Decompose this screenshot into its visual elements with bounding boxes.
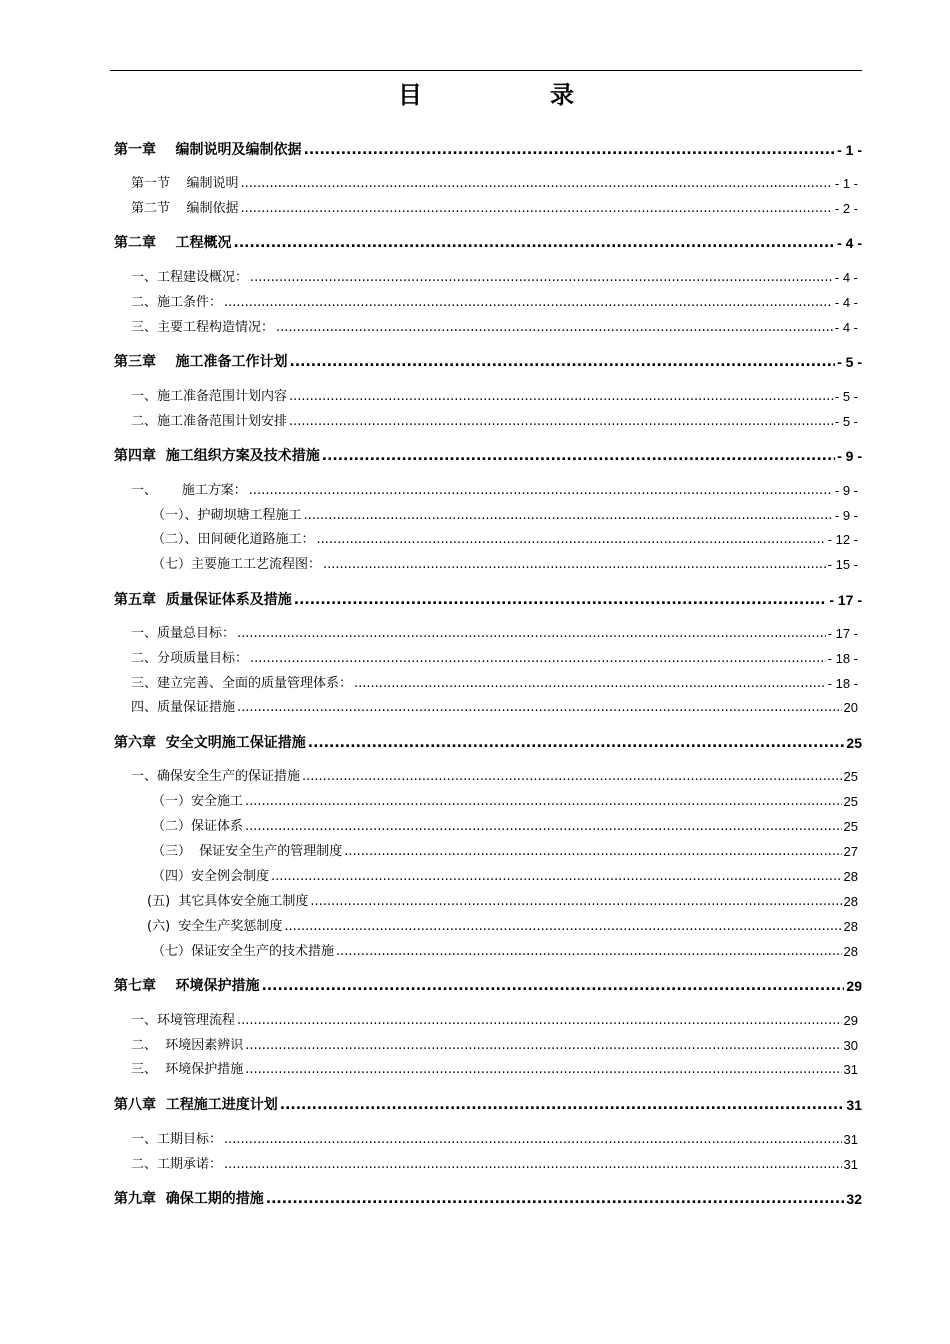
dot-leader [354,677,826,691]
toc-chapter-entry[interactable] [114,140,862,160]
dot-leader [344,845,841,859]
dot-leader [304,509,833,523]
dot-leader [284,920,841,934]
dot-leader [245,820,842,834]
toc-entry-page-number: - 17 - [829,592,862,608]
toc-section-entry[interactable] [152,530,858,550]
toc-entry-label: （七）保证安全生产的技术措施 [152,944,335,959]
dot-leader [271,870,842,884]
dot-leader [280,1098,845,1112]
toc-section-entry[interactable] [131,481,858,501]
dot-leader [302,770,842,784]
dot-leader [224,296,833,310]
toc-entry-label: 三、建立完善、全面的质量管理体系： [131,676,353,691]
toc-section-entry[interactable] [131,649,858,669]
toc-section-entry[interactable] [131,1011,858,1031]
toc-section-entry[interactable] [131,698,858,718]
dot-leader [237,701,842,715]
dot-leader [245,795,842,809]
dot-leader [266,1192,845,1206]
toc-section-entry[interactable] [152,792,858,812]
dot-leader [289,390,833,404]
dot-leader [237,1014,842,1028]
toc-entry-label: 第三章 施工准备工作计划 [114,354,288,370]
dot-leader [304,143,836,157]
toc-section-entry[interactable] [131,1130,858,1150]
toc-entry-page-number: - 17 - [827,626,858,641]
toc-entry-page-number: 31 [843,1062,858,1077]
toc-entry-page-number: - 9 - [834,508,858,523]
toc-entry-page-number: - 5 - [834,389,858,404]
toc-section-entry[interactable] [147,917,858,937]
toc-section-entry[interactable] [131,1060,858,1080]
toc-entry-label: 一、工期目标： [131,1132,223,1147]
toc-entry-page-number: 25 [843,769,858,784]
toc-entry-page-number: - 12 - [827,532,858,547]
toc-section-entry[interactable] [131,174,858,194]
toc-entry-label: （二）保证体系 [152,819,244,834]
dot-leader [308,736,845,750]
dot-leader [289,415,833,429]
toc-entry-page-number: - 9 - [837,448,862,464]
dot-leader [290,355,836,369]
toc-entry-label: 一、确保安全生产的保证措施 [131,769,301,784]
toc-entry-page-number: 30 [843,1038,858,1053]
toc-entry-label: （一）安全施工 [152,794,244,809]
dot-leader [276,321,833,335]
toc-section-entry[interactable] [152,555,858,575]
toc-entry-page-number: - 1 - [837,142,862,158]
toc-entry-page-number: - 9 - [834,483,858,498]
toc-section-entry[interactable] [152,842,858,862]
toc-entry-page-number: - 1 - [834,176,858,191]
dot-leader [250,652,826,666]
toc-entry-page-number: 25 [843,819,858,834]
toc-title [110,78,862,112]
toc-entry-label: 一、质量总目标： [131,626,236,641]
toc-entry-label: 三、主要工程构造情况： [131,320,275,335]
toc-entry-label: 一、环境管理流程 [131,1013,236,1028]
toc-entry-page-number: 27 [843,844,858,859]
toc-entry-page-number: - 5 - [837,354,862,370]
toc-section-entry[interactable] [131,318,858,338]
toc-entry-label: 第五章 质量保证体系及措施 [114,592,292,608]
toc-chapter-entry[interactable] [114,733,862,753]
toc-entry-label: 四、质量保证措施 [131,700,236,715]
toc-entry-label: 第七章 环境保护措施 [114,978,260,994]
toc-chapter-entry[interactable] [114,976,862,996]
toc-chapter-entry[interactable] [114,233,862,253]
toc-entry-page-number: 28 [843,894,858,909]
toc-entry-label: 二、施工条件： [131,295,223,310]
toc-chapter-entry[interactable] [114,1095,862,1115]
toc-entry-page-number: 31 [843,1157,858,1172]
toc-entry-page-number: - 4 - [834,270,858,285]
toc-entry-label: 一、施工准备范围计划内容 [131,389,288,404]
dot-leader [294,593,828,607]
toc-entry-page-number: 28 [843,919,858,934]
dot-leader [245,1039,841,1053]
toc-entry-page-number: 25 [846,735,862,751]
toc-section-entry[interactable] [152,506,858,526]
dot-leader [249,484,833,498]
toc-entry-page-number: - 15 - [827,557,858,572]
toc-entry-page-number: - 18 - [827,676,858,691]
toc-entry-label: (五) 其它具体安全施工制度 [147,894,309,909]
toc-entry-page-number: - 2 - [834,201,858,216]
toc-section-entry[interactable] [131,412,858,432]
toc-section-entry[interactable] [131,268,858,288]
toc-section-entry[interactable] [131,767,858,787]
toc-section-entry[interactable] [131,624,858,644]
toc-entry-page-number: 29 [846,978,862,994]
toc-section-entry[interactable] [152,867,858,887]
top-rule [110,70,862,71]
toc-section-entry[interactable] [131,387,858,407]
toc-entry-label: （三） 保证安全生产的管理制度 [152,844,343,859]
toc-entry-label: （二）、田间硬化道路施工： [152,532,315,547]
dot-leader [317,533,826,547]
dot-leader [262,979,845,993]
dot-leader [224,1133,842,1147]
dot-leader [234,236,836,250]
toc-chapter-entry[interactable] [114,1189,862,1209]
dot-leader [250,271,833,285]
toc-section-entry[interactable] [131,199,858,219]
toc-entry-label: 第四章 施工组织方案及技术措施 [114,448,320,464]
toc-entry-label: 一、工程建设概况： [131,270,249,285]
toc-entry-label: (六) 安全生产奖惩制度 [147,919,283,934]
dot-leader [245,1063,841,1077]
toc-chapter-entry[interactable] [114,352,862,372]
dot-leader [322,449,835,463]
toc-entry-label: 二、施工准备范围计划安排 [131,414,288,429]
toc-entry-page-number: 32 [846,1191,862,1207]
toc-section-entry[interactable] [131,674,858,694]
dot-leader [241,202,833,216]
toc-entry-label: 第二章 工程概况 [114,235,232,251]
dot-leader [310,895,841,909]
toc-entry-label: 第一章 编制说明及编制依据 [114,142,302,158]
toc-entry-page-number: 31 [846,1097,862,1113]
toc-entry-page-number: 28 [843,869,858,884]
toc-entry-page-number: - 4 - [834,320,858,335]
toc-entry-label: （一）、护砌坝塘工程施工 [152,508,302,523]
toc-section-entry[interactable] [147,892,858,912]
toc-entry-label: 二、 环境因素辨识 [131,1038,244,1053]
toc-entry-page-number: - 4 - [837,235,862,251]
dot-leader [323,558,826,572]
toc-entry-page-number: - 4 - [834,295,858,310]
toc-entry-label: 第八章 工程施工进度计划 [114,1097,278,1113]
toc-entry-label: 第二节 编制依据 [131,201,239,216]
dot-leader [224,1158,842,1172]
toc-entry-page-number: 20 [843,700,858,715]
dot-leader [237,627,826,641]
dot-leader [241,177,833,191]
toc-entry-label: 第六章 安全文明施工保证措施 [114,735,306,751]
toc-entry-label: 二、工期承诺： [131,1157,223,1172]
toc-entry-page-number: 28 [843,944,858,959]
dot-leader [336,945,842,959]
toc-entry-label: 一、 施工方案： [131,483,247,498]
toc-chapter-entry[interactable] [114,446,862,466]
toc-entry-page-number: - 18 - [827,651,858,666]
toc-chapter-entry[interactable] [114,590,862,610]
toc-entry-label: （四）安全例会制度 [152,869,270,884]
title-char-1: 目 [398,81,422,109]
toc-entry-page-number: 29 [843,1013,858,1028]
toc-section-entry[interactable] [131,1036,858,1056]
title-char-2: 录 [550,81,574,109]
toc-entry-page-number: 25 [843,794,858,809]
toc-entry-label: 二、分项质量目标： [131,651,249,666]
toc-entry-label: （七）主要施工工艺流程图： [152,557,322,572]
toc-entry-label: 三、 环境保护措施 [131,1062,244,1077]
toc-entry-page-number: - 5 - [834,414,858,429]
toc-entry-page-number: 31 [843,1132,858,1147]
toc-section-entry[interactable] [131,293,858,313]
toc-section-entry[interactable] [152,817,858,837]
toc-entry-label: 第九章 确保工期的措施 [114,1191,264,1207]
toc-section-entry[interactable] [131,1155,858,1175]
toc-entry-label: 第一节 编制说明 [131,176,239,191]
toc-section-entry[interactable] [152,942,858,962]
